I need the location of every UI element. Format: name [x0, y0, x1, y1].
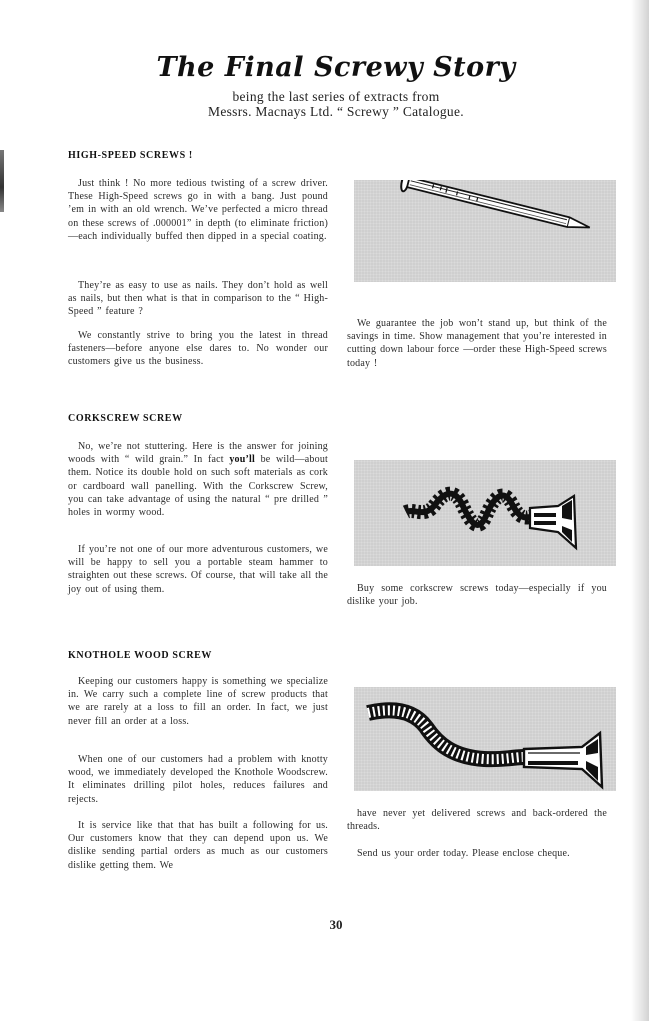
corkscrew-screw-illustration	[354, 460, 616, 566]
emphasis-youll: you’ll	[229, 454, 256, 466]
paragraph: It is service like that that has built a following for us. Our customers know that they can depend upon us. We dislike sending partial orders as much as our customers dislike getting them. We	[68, 820, 328, 871]
section-heading-knothole-wood-screw: KNOTHOLE WOOD SCREW	[68, 650, 213, 661]
paragraph: We guarantee the job won’t stand up, but think of the savings in time. Show management that you’re interested in cutting down labour force —order these High-Speed screws today !	[347, 318, 607, 369]
section-heading-high-speed-screws: HIGH-SPEED SCREWS !	[68, 150, 193, 161]
paragraph: If you’re not one of our more adventurous customers, we will be happy to sell you a portable steam hammer to straighten out these screws. Of course, that will take all the joy out of using them.	[68, 544, 328, 595]
paragraph-text: be wild—about them. Notice its double hold on such soft materials as cork or cardboard wall panelling. With the Corkscrew Screw, you can take advantage of using the natural “ pre drilled ” holes in wormy wood.	[68, 454, 329, 519]
paragraph: Buy some corkscrew screws today—especially if you dislike your job.	[347, 583, 607, 608]
knothole-wood-screw-illustration	[354, 687, 616, 791]
subtitle-line-1: being the last series of extracts from	[232, 89, 440, 104]
paragraph: have never yet delivered screws and back-ordered the threads.	[347, 808, 607, 833]
paragraph: Send us your order today. Please enclose cheque.	[357, 848, 570, 859]
subtitle-line-2: Messrs. Macnays Ltd. “ Screwy ” Catalogue.	[208, 104, 464, 119]
nail-screw-icon	[354, 180, 616, 282]
paragraph: They’re as easy to use as nails. They don’t hold as well as nails, but then what is that in comparison to the “ High-Speed ” feature ?	[68, 280, 328, 318]
high-speed-screw-illustration	[354, 180, 616, 282]
paragraph-text: No, we’re not stuttering. Here is the answer for joining woods with “ wild grain.” In fact	[68, 441, 328, 466]
page-number: 30	[329, 917, 343, 932]
page-edge-shadow	[631, 0, 649, 1021]
page-subtitle	[0, 89, 649, 119]
scan-edge-mark	[0, 150, 4, 212]
paragraph: We constantly strive to bring you the latest in thread fasteners—before anyone else dares to. No wonder our customers give us the business.	[68, 330, 328, 368]
corkscrew-icon	[354, 460, 616, 566]
paragraph: Keeping our customers happy is something we specialize in. We carry such a complete line of screw products that we are rarely at a loss to fill an order. In fact, we just never fill an order at a loss.	[68, 676, 328, 727]
bent-wood-screw-icon	[354, 687, 616, 791]
page-title: The Final Screwy Story	[156, 52, 516, 83]
paragraph: Just think ! No more tedious twisting of a screw driver. These High-Speed screws go in with a bang. Just pound ’em in with an old wrench. We’ve perfected a micro thread on these screws of .000001” in depth (to eliminate friction)—each individually buffed then dipped in a special coating.	[68, 178, 328, 242]
paragraph: When one of our customers had a problem with knotty wood, we immediately developed the Knothole Woodscrew. It eliminates drilling pilot holes, reduces failures and rejects.	[68, 754, 328, 805]
section-heading-corkscrew-screw: CORKSCREW SCREW	[68, 413, 183, 424]
paragraph	[68, 440, 328, 519]
